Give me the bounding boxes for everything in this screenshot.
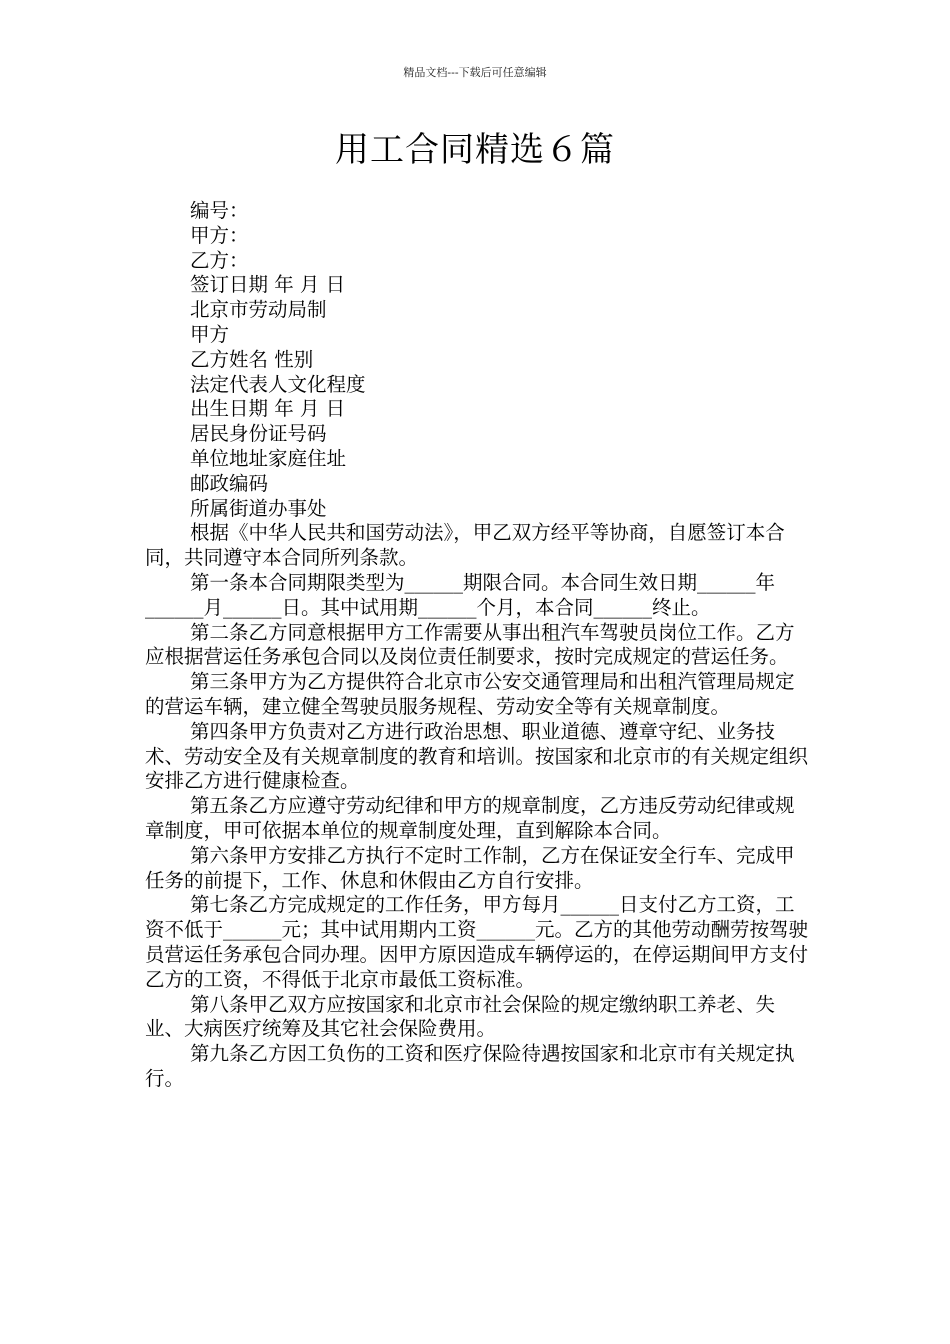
field-issuer: 北京市劳动局制: [190, 298, 327, 322]
field-contract-number: 编号：: [190, 199, 249, 222]
paragraph-article-5: 第五条乙方应遵守劳动纪律和甲方的规章制度，乙方违反劳动纪律或规章制度，甲可依据本单位的规章制度处理，直到解除本合同。: [145, 794, 795, 842]
paragraph-article-7: 第七条乙方完成规定的工作任务，甲方每月______日支付乙方工资，工资不低于______元；其中试用期内工资______元。乙方的其他劳动酬劳按驾驶员营运任务承包合同办理。因甲方原因造成车辆停运的，在停运期间甲方支付乙方的工资，不得低于北京市最低工资标准。: [145, 893, 809, 991]
field-signing-date: 签订日期 年 月 日: [190, 273, 346, 297]
paragraph-article-8: 第八条甲乙双方应按国家和北京市社会保险的规定缴纳职工养老、失业、大病医疗统筹及其它社会保险费用。: [145, 992, 776, 1041]
field-legal-rep-education: 法定代表人文化程度: [190, 372, 366, 396]
paragraph-article-1: 第一条本合同期限类型为______期限合同。本合同生效日期______年______月______日。其中试用期______个月，本合同______终止。: [145, 570, 776, 619]
paragraph-article-9: 第九条乙方因工负伤的工资和医疗保险待遇按国家和北京市有关规定执行。: [145, 1042, 795, 1090]
field-street-office: 所属街道办事处: [190, 496, 327, 520]
field-party-a: 甲方：: [190, 223, 249, 247]
document-body: [145, 199, 810, 1092]
paragraph-preamble: 根据《中华人民共和国劳动法》，甲乙双方经平等协商，自愿签订本合同，共同遵守本合同所列条款。: [145, 521, 785, 570]
page-header: 精品文档---下载后可任意编辑: [403, 66, 547, 79]
paragraph-article-4: 第四条甲方负责对乙方进行政治思想、职业道德、遵章守纪、业务技术、劳动安全及有关规章制度的教育和培训。按国家和北京市的有关规定组织安排乙方进行健康检查。: [145, 719, 809, 793]
paragraph-article-3: 第三条甲方为乙方提供符合北京市公安交通管理局和出租汽管理局规定的营运车辆，建立健全驾驶员服务规程、劳动安全等有关规章制度。: [145, 670, 795, 718]
document-title: 用工合同精选６篇: [335, 130, 615, 170]
field-addresses: 单位地址家庭住址: [190, 446, 347, 470]
field-party-a-label: 甲方: [190, 322, 230, 346]
field-id-number: 居民身份证号码: [190, 422, 327, 446]
field-postal-code: 邮政编码: [190, 471, 269, 495]
field-party-b: 乙方：: [190, 248, 249, 272]
paragraph-article-6: 第六条甲方安排乙方执行不定时工作制，乙方在保证安全行车、完成甲任务的前提下，工作、休息和休假由乙方自行安排。: [145, 843, 795, 892]
field-birth-date: 出生日期 年 月 日: [190, 397, 346, 421]
paragraph-article-2: 第二条乙方同意根据甲方工作需要从事出租汽车驾驶员岗位工作。乙方应根据营运任务承包合同以及岗位责任制要求，按时完成规定的营运任务。: [145, 620, 795, 669]
field-party-b-name-gender: 乙方姓名 性别: [190, 347, 314, 371]
